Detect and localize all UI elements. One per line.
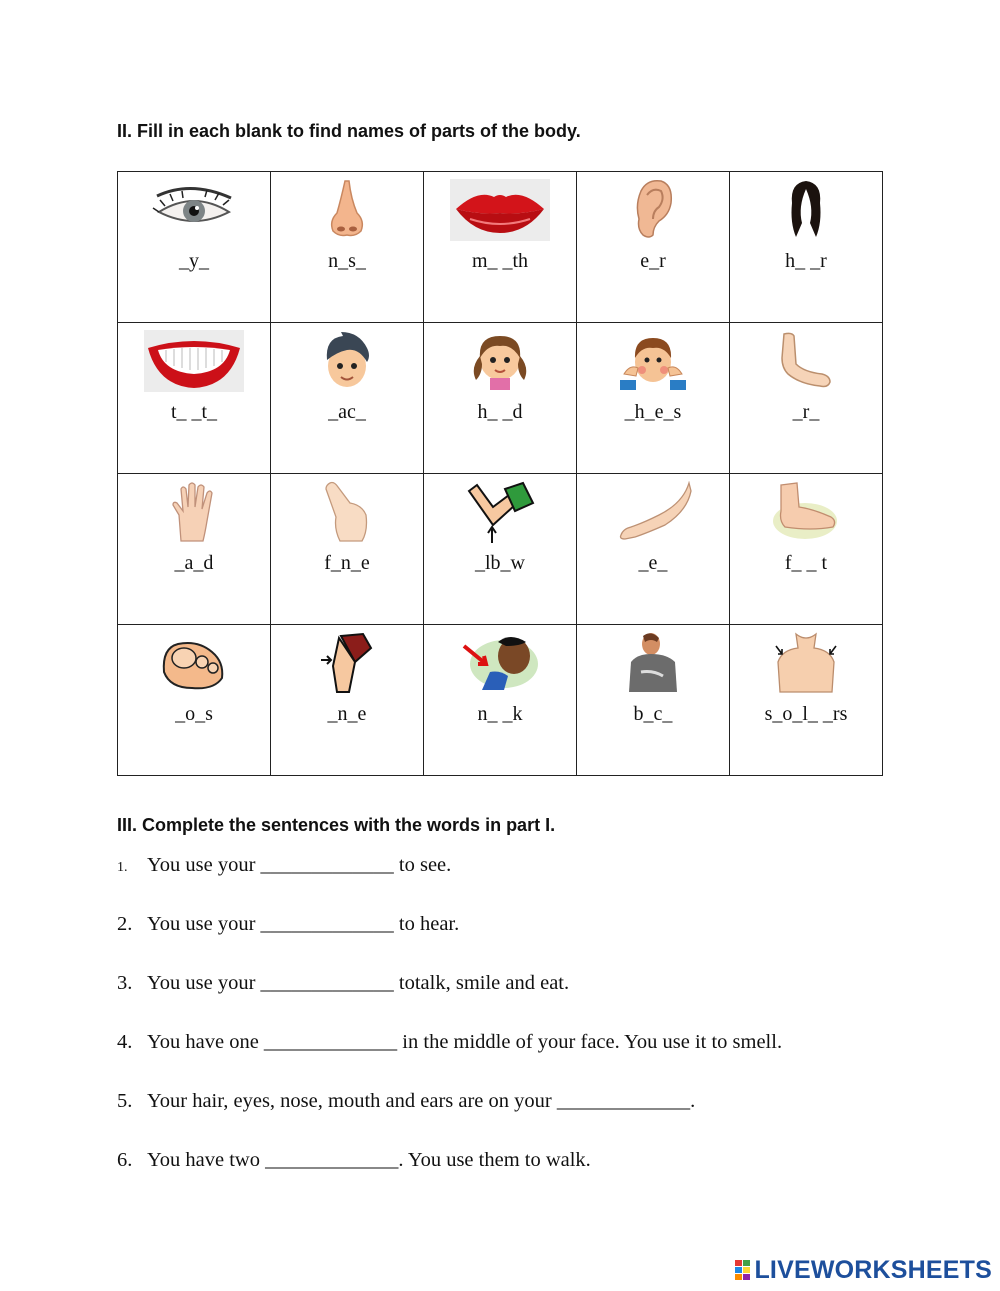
section-2-title: II. Fill in each blank to find names of parts of the body. [117, 121, 581, 141]
sentence-text[interactable]: You use your _____________ to see. [147, 854, 452, 876]
logo-color-block [743, 1260, 750, 1266]
grid-cell [271, 323, 424, 474]
sentence-number: 5. [117, 1090, 133, 1112]
sentence-text[interactable]: You use your _____________ to hear. [147, 913, 460, 935]
word-clue: h_ _d [477, 401, 523, 423]
sentence-number: 3. [117, 972, 133, 994]
sentence-item [117, 1025, 977, 1084]
cheeks-icon [577, 329, 729, 393]
word-clue: t_ _t_ [170, 401, 218, 423]
word-clue: _h_e_s [624, 401, 682, 423]
sentence-number: 6. [117, 1149, 133, 1171]
grid-cell [577, 323, 730, 474]
shoulders-icon [730, 631, 882, 695]
grid-cell [271, 625, 424, 776]
grid-cell [424, 625, 577, 776]
liveworksheets-logo [735, 1256, 992, 1284]
sentence-text[interactable]: Your hair, eyes, nose, mouth and ears are on your _____________. [147, 1090, 696, 1112]
lips-icon [424, 178, 576, 242]
grid-cell [118, 474, 271, 625]
sentence-text[interactable]: You have one _____________ in the middle of your face. You use it to smell. [147, 1031, 783, 1053]
word-clue: n_s_ [328, 250, 366, 272]
sentence-number: 2. [117, 913, 133, 935]
sentence-text[interactable]: You use your _____________ totalk, smile and eat. [147, 972, 570, 994]
word-clue: s_o_l_ _rs [764, 703, 848, 725]
ear-icon [577, 178, 729, 242]
grid-cell [424, 474, 577, 625]
word-clue: _lb_w [475, 552, 525, 574]
word-clue: _n_e [327, 703, 367, 725]
nose-icon [271, 178, 423, 242]
sentence-item [117, 907, 977, 966]
knee-icon [271, 631, 423, 695]
grid-cell [730, 474, 883, 625]
grid-cell [577, 474, 730, 625]
word-clue: m_ _th [471, 250, 529, 272]
sentence-list [117, 848, 977, 1202]
sentence-number: 1. [117, 860, 128, 875]
foot-icon [730, 480, 882, 544]
logo-text: LIVEWORKSHEETS [754, 1255, 992, 1284]
grid-cell [271, 474, 424, 625]
word-clue: _y_ [179, 250, 209, 272]
word-clue: b_c_ [633, 703, 673, 725]
section-3-title: III. Complete the sentences with the words in part I. [117, 815, 556, 835]
grid-cell [730, 625, 883, 776]
word-clue: _o_s [175, 703, 213, 725]
hair-icon [730, 178, 882, 242]
grid-cell [577, 172, 730, 323]
grid-cell [118, 323, 271, 474]
grid-cell [118, 172, 271, 323]
back-icon [577, 631, 729, 695]
sentence-number: 4. [117, 1031, 133, 1053]
logo-color-block [735, 1267, 742, 1273]
word-clue: _ac_ [328, 401, 366, 423]
sentence-item [117, 848, 977, 907]
word-clue: e_r [640, 250, 666, 272]
sentence-text[interactable]: You have two _____________. You use them to walk. [147, 1149, 591, 1171]
logo-color-block [743, 1267, 750, 1273]
word-clue: n_ _k [477, 703, 523, 725]
grid-cell [424, 323, 577, 474]
grid-cell [118, 625, 271, 776]
grid-cell [424, 172, 577, 323]
sentence-item [117, 966, 977, 1025]
neck-icon [424, 631, 576, 695]
word-clue: f_n_e [324, 552, 370, 574]
teeth-icon [118, 329, 270, 393]
logo-blocks-icon [735, 1260, 750, 1280]
arm-icon [730, 329, 882, 393]
word-clue: f_ _ t [784, 552, 828, 574]
leg-icon [577, 480, 729, 544]
grid-cell [730, 323, 883, 474]
hand-icon [118, 480, 270, 544]
word-clue: h_ _r [785, 250, 827, 272]
logo-color-block [735, 1260, 742, 1266]
toes-icon [118, 631, 270, 695]
sentence-item [117, 1143, 977, 1202]
word-clue: _a_d [174, 552, 214, 574]
finger-icon [271, 480, 423, 544]
eye-icon [118, 178, 270, 242]
grid-cell [730, 172, 883, 323]
word-clue: _r_ [792, 401, 820, 423]
logo-color-block [735, 1274, 742, 1280]
logo-color-block [743, 1274, 750, 1280]
grid-cell [271, 172, 424, 323]
elbow-icon [424, 480, 576, 544]
word-clue: _e_ [638, 552, 668, 574]
body-parts-grid [117, 171, 883, 776]
sentence-item [117, 1084, 977, 1143]
girl-head-icon [424, 329, 576, 393]
grid-cell [577, 625, 730, 776]
boy-face-icon [271, 329, 423, 393]
